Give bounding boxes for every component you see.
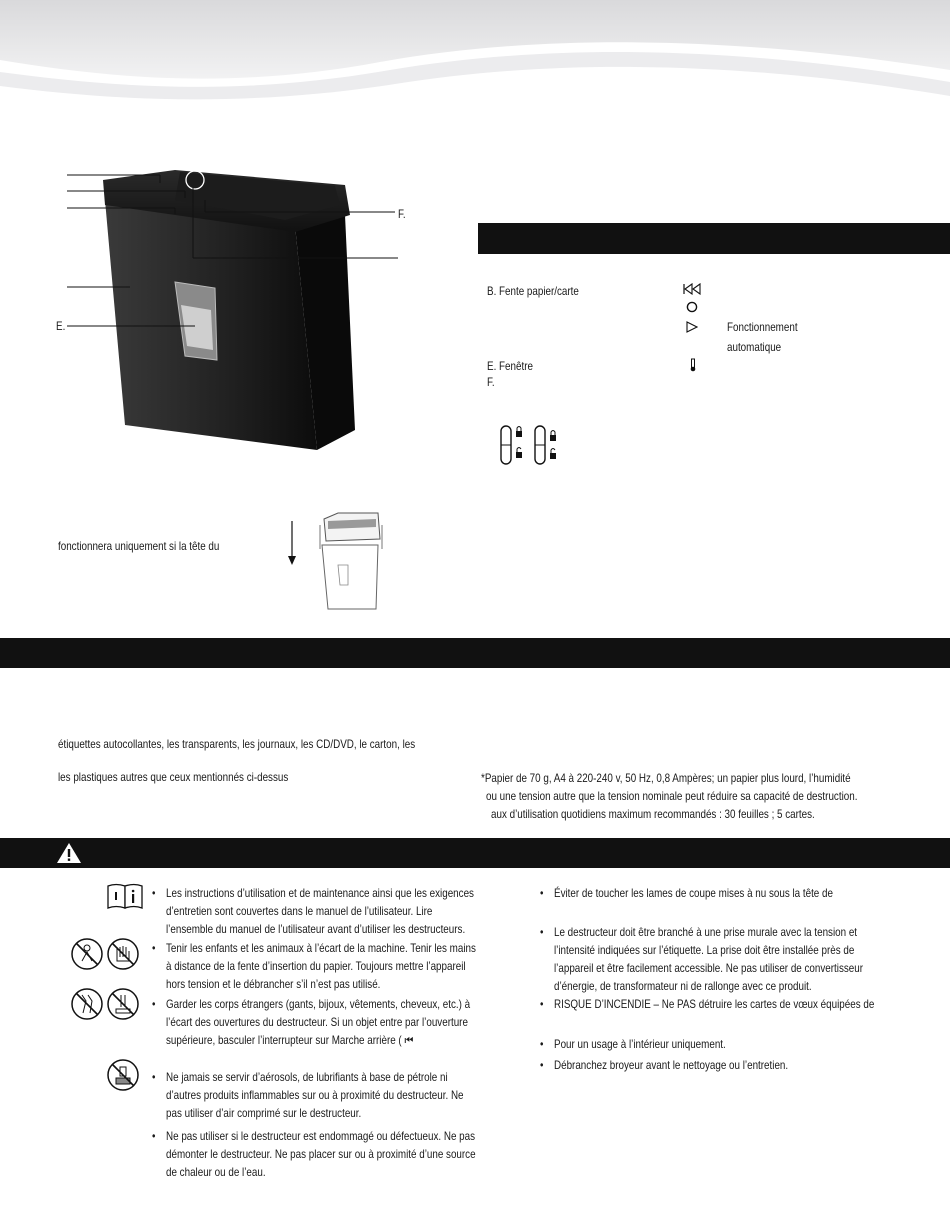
auto-label-line2: automatique bbox=[727, 340, 782, 354]
footnote-line1: *Papier de 70 g, A4 à 220-240 v, 50 Hz, 0,8 Ampères; un papier plus lourd, l’humidité bbox=[481, 771, 851, 785]
bullet: • bbox=[540, 997, 544, 1011]
warning-line: l’écart des ouvertures du destructeur. Si un objet entre par l’ouverture bbox=[166, 1015, 468, 1029]
warning-line: supérieure, basculer l’interrupteur sur Marche arrière ( ⏮ bbox=[166, 1033, 414, 1047]
bullet: • bbox=[540, 886, 544, 900]
warning-line: à distance de la fente d’insertion du papier. Toujours mettre l’appareil bbox=[166, 959, 466, 973]
no-hands-icon bbox=[106, 937, 140, 971]
bullet: • bbox=[540, 1037, 544, 1051]
warning-line: Le destructeur doit être branché à une prise murale avec la tension et bbox=[554, 925, 858, 939]
no-loose-clothing-icon bbox=[70, 987, 104, 1021]
reverse-symbol-icon bbox=[683, 283, 703, 295]
shredder-diagram bbox=[55, 160, 415, 460]
footnote-line3: aux d’utilisation quotidiens maximum recommandés : 30 feuilles ; 5 cartes. bbox=[491, 807, 815, 821]
warnings-header-bar bbox=[0, 838, 950, 868]
bullet: • bbox=[152, 1129, 156, 1143]
warning-line: d’autres produits inflammables sur ou à proximité du destructeur. Ne bbox=[166, 1088, 464, 1102]
no-aerosol-icon bbox=[106, 1058, 140, 1092]
warning-line: Ne pas utiliser si le destructeur est endommagé ou défectueux. Ne pas bbox=[166, 1129, 476, 1143]
bullet: • bbox=[152, 997, 156, 1011]
diagram-label-f: F. bbox=[398, 207, 406, 221]
warning-line: de chaleur ou de l’eau. bbox=[166, 1165, 266, 1179]
part-item-e: E. Fenêtre bbox=[487, 359, 533, 373]
controls-header-bar bbox=[478, 223, 950, 254]
warning-line: pas utiliser d’air comprimé sur le destructeur. bbox=[166, 1106, 362, 1120]
off-circle-icon bbox=[686, 301, 698, 313]
warning-triangle-icon bbox=[56, 842, 82, 864]
thermometer-icon bbox=[689, 358, 697, 372]
bullet: • bbox=[540, 925, 544, 939]
warning-line: Pour un usage à l’intérieur uniquement. bbox=[554, 1037, 726, 1051]
capacity-header-bar bbox=[0, 638, 950, 668]
warning-line: l’intensité indiquées sur l’étiquette. La prise doit être installée près de bbox=[554, 943, 855, 957]
warning-line: hors tension et le débrancher s’il n’est pas utilisé. bbox=[166, 977, 381, 991]
warning-line: Ne jamais se servir d’aérosols, de lubrifiants à base de pétrole ni bbox=[166, 1070, 448, 1084]
shredder-lift-diagram bbox=[318, 505, 386, 615]
no-children-icon bbox=[70, 937, 104, 971]
warning-line: d’énergie, de transformateur ni de rallonge avec ce produit. bbox=[554, 979, 812, 993]
header-wave bbox=[0, 0, 950, 140]
part-item-f: F. bbox=[487, 375, 495, 389]
footnote-line2: ou une tension autre que la tension nominale peut réduire sa capacité de destruction. bbox=[486, 789, 858, 803]
warning-line: d’entretien sont couvertes dans le manuel de l’utilisateur. Lire bbox=[166, 904, 433, 918]
diagram-label-e: E. bbox=[56, 319, 66, 333]
manual-info-icon bbox=[106, 882, 144, 910]
warning-line: Débranchez broyeur avant le nettoyage ou l’entretien. bbox=[554, 1058, 789, 1072]
auto-label-line1: Fonctionnement bbox=[727, 320, 798, 334]
safety-note: fonctionnera uniquement si la tête du bbox=[58, 539, 220, 553]
down-arrow-icon bbox=[286, 520, 298, 566]
warning-line: RISQUE D’INCENDIE – Ne PAS détruire les cartes de vœux équipées de bbox=[554, 997, 875, 1011]
warning-line: Éviter de toucher les lames de coupe mises à nu sous la tête de bbox=[554, 886, 833, 900]
warning-line: l’ensemble du manuel de l’utilisateur avant d’utiliser les destructeurs. bbox=[166, 922, 466, 936]
warning-line: démonter le destructeur. Ne pas placer sur ou à proximité d’une source bbox=[166, 1147, 476, 1161]
capability-line1: étiquettes autocollantes, les transparents, les journaux, les CD/DVD, le carton, les bbox=[58, 737, 416, 751]
bullet: • bbox=[152, 1070, 156, 1084]
warning-line: Garder les corps étrangers (gants, bijoux, vêtements, cheveux, etc.) à bbox=[166, 997, 471, 1011]
bullet: • bbox=[152, 941, 156, 955]
warning-line: Tenir les enfants et les animaux à l’écart de la machine. Tenir les mains bbox=[166, 941, 476, 955]
part-item-b: B. Fente papier/carte bbox=[487, 284, 579, 298]
bullet: • bbox=[152, 886, 156, 900]
auto-play-icon bbox=[686, 321, 698, 333]
capability-line2: les plastiques autres que ceux mentionnés ci-dessus bbox=[58, 770, 289, 784]
warning-line: Les instructions d’utilisation et de maintenance ainsi que les exigences bbox=[166, 886, 474, 900]
warning-line: l’appareil et être facilement accessible. Ne pas utiliser de convertisseur bbox=[554, 961, 864, 975]
bullet: • bbox=[540, 1058, 544, 1072]
no-hair-icon bbox=[106, 987, 140, 1021]
lock-switch-icon bbox=[495, 422, 565, 468]
